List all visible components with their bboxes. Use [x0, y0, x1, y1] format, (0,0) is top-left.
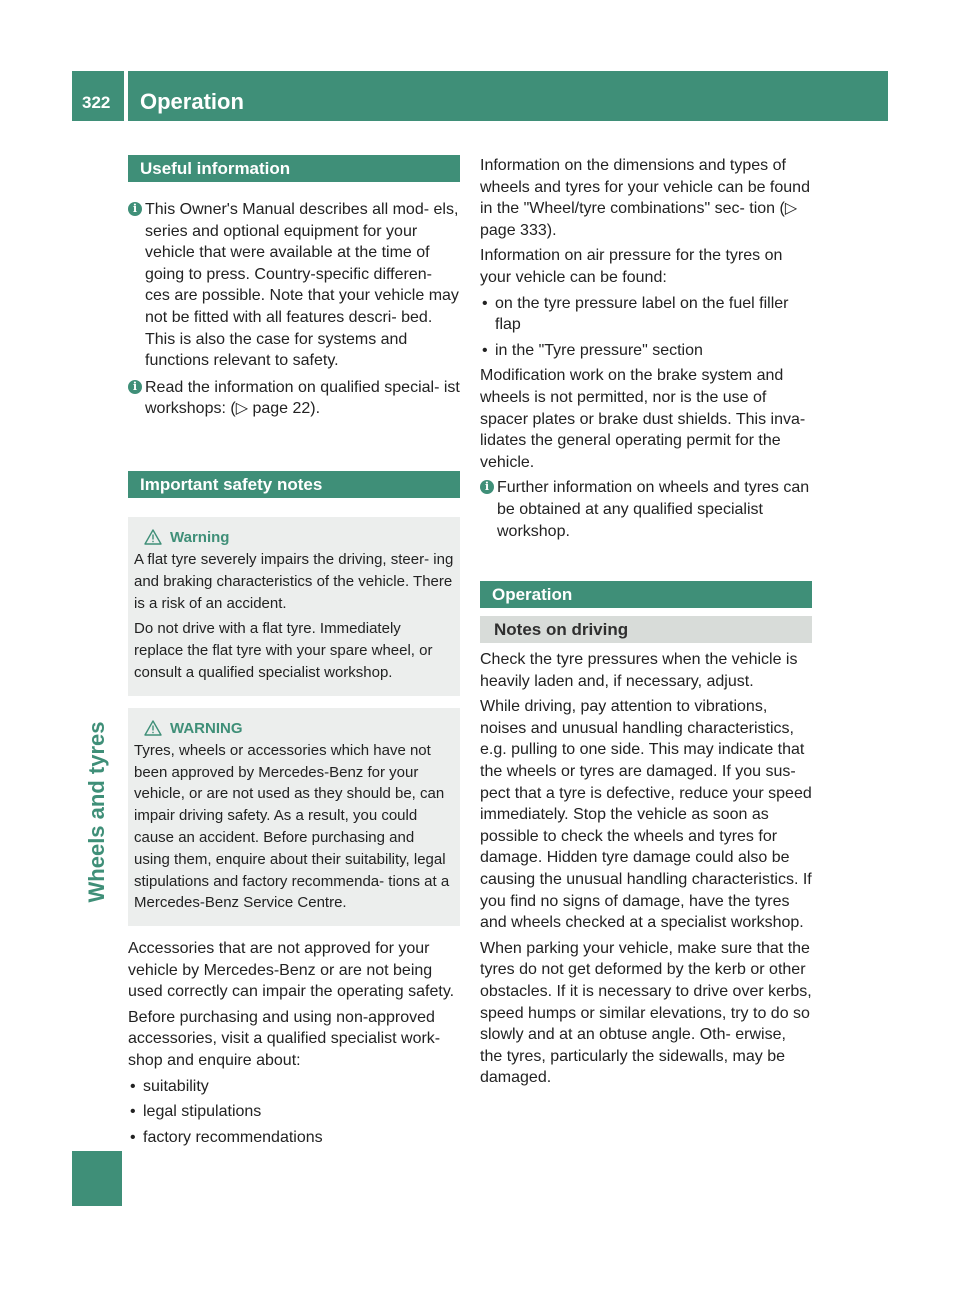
warning-title-text: Warning — [170, 528, 230, 546]
warning-title — [134, 527, 454, 549]
warning-text: A flat tyre severely impairs the driving, steer- ing and braking characteristics of the vehicle. There is a risk of an accident. — [134, 550, 454, 612]
body-paragraph: While driving, pay attention to vibrations, noises and unusual handling characteristics, e.g. pulling to one side. This may indicate that the wheels or tyres are damaged. If you sus- pect that a tyre is defective, reduce your speed immediately. Stop the vehicle as soon as possible to check the wheels and tyres for damage. Hidden tyre damage could also be causing the unusual handling characteristics. If you find no signs of damage, have the tyres and wheels checked at a specialist workshop. — [480, 698, 812, 932]
warning-triangle-icon — [144, 529, 162, 545]
info-note-text: Read the information on qualified special- ist workshops: (▷ page 22). — [145, 378, 460, 418]
info-icon: i — [480, 480, 494, 494]
left-column — [128, 155, 460, 1152]
info-icon: i — [128, 380, 142, 394]
list-item: • legal stipulations — [130, 1103, 262, 1121]
list-item-text: in the "Tyre pressure" section — [495, 341, 703, 359]
section-heading-safety-notes: Important safety notes — [128, 471, 460, 498]
body-paragraph: Before purchasing and using non-approved accessories, visit a qualified specialist work- shop and enquire about: — [128, 1008, 441, 1070]
list-item-text: legal stipulations — [143, 1103, 262, 1121]
header-divider — [124, 71, 128, 121]
warning-title-text: WARNING — [170, 719, 243, 737]
warning-triangle-icon — [144, 720, 162, 736]
warning-box — [128, 708, 460, 926]
list-item: • suitability — [130, 1077, 209, 1095]
body-paragraph: Information on air pressure for the tyres on your vehicle can be found: — [480, 247, 783, 286]
info-note — [480, 477, 812, 542]
body-paragraph: Information on the dimensions and types of wheels and tyres for your vehicle can be found in the "Wheel/tyre combinations" sec- tion (▷ page 333). — [480, 157, 810, 239]
list-item-text: on the tyre pressure label on the fuel filler flap — [495, 294, 789, 334]
info-note-text: Further information on wheels and tyres can be obtained at any qualified specialist workshop. — [497, 479, 810, 540]
warning-text: Tyres, wheels or accessories which have not been approved by Mercedes-Benz for your vehicle, or are not used as they should be, can impair driving safety. As a result, you could cause an accident. Before purchasing and using them, enquire about their suitability, legal stipulations and factory recommenda- tions at a Mercedes-Benz Service Centre. — [134, 741, 450, 912]
chapter-marker — [72, 1151, 122, 1206]
info-note — [128, 377, 460, 420]
list-item: • on the tyre pressure label on the fuel filler flap — [482, 294, 789, 334]
page-header — [72, 71, 888, 121]
right-column — [480, 155, 812, 1093]
chapter-label: Wheels and tyres — [84, 721, 109, 903]
info-icon: i — [128, 202, 142, 216]
list-item: • in the "Tyre pressure" section — [482, 341, 703, 359]
section-heading-operation: Operation — [480, 581, 812, 608]
warning-box — [128, 517, 460, 696]
list-item-text: factory recommendations — [143, 1128, 323, 1146]
info-note — [128, 199, 460, 372]
body-paragraph: When parking your vehicle, make sure that the tyres do not get deformed by the kerb or other obstacles. If it is necessary to drive over kerbs, speed humps or similar elevations, try to do so slowly and at an obtuse angle. Oth- erwise, the tyres, particularly the sidewalls, may be damaged. — [480, 939, 812, 1087]
section-heading-useful-information: Useful information — [128, 155, 460, 182]
chapter-side-tab — [72, 160, 122, 1206]
info-note-text: This Owner's Manual describes all mod- els, series and optional equipment for your vehicle that were available at the time of going to press. Country-specific differen- ces are possible. Note that your vehicle may not be fitted with all features descri- bed. This is also the case for systems and functions relevant to safety. — [145, 201, 459, 370]
body-paragraph: Check the tyre pressures when the vehicle is heavily laden and, if necessary, adjust. — [480, 651, 798, 690]
body-paragraph: Accessories that are not approved for your vehicle by Mercedes-Benz or are not being used correctly can impair the operating safety. — [128, 940, 455, 1001]
subsection-heading-notes-on-driving: Notes on driving — [480, 616, 812, 643]
warning-text: Do not drive with a flat tyre. Immediately replace the flat tyre with your spare wheel, or consult a qualified specialist workshop. — [134, 620, 433, 681]
list-item-text: suitability — [143, 1077, 209, 1095]
header-title: Operation — [140, 89, 244, 114]
warning-title — [134, 718, 454, 740]
page-number: 322 — [82, 93, 111, 112]
body-paragraph: Modification work on the brake system and wheels is not permitted, nor is the use of spacer plates or brake dust shields. This inva- lidates the general operating permit for the vehicle. — [480, 367, 806, 471]
list-item: • factory recommendations — [130, 1128, 323, 1146]
